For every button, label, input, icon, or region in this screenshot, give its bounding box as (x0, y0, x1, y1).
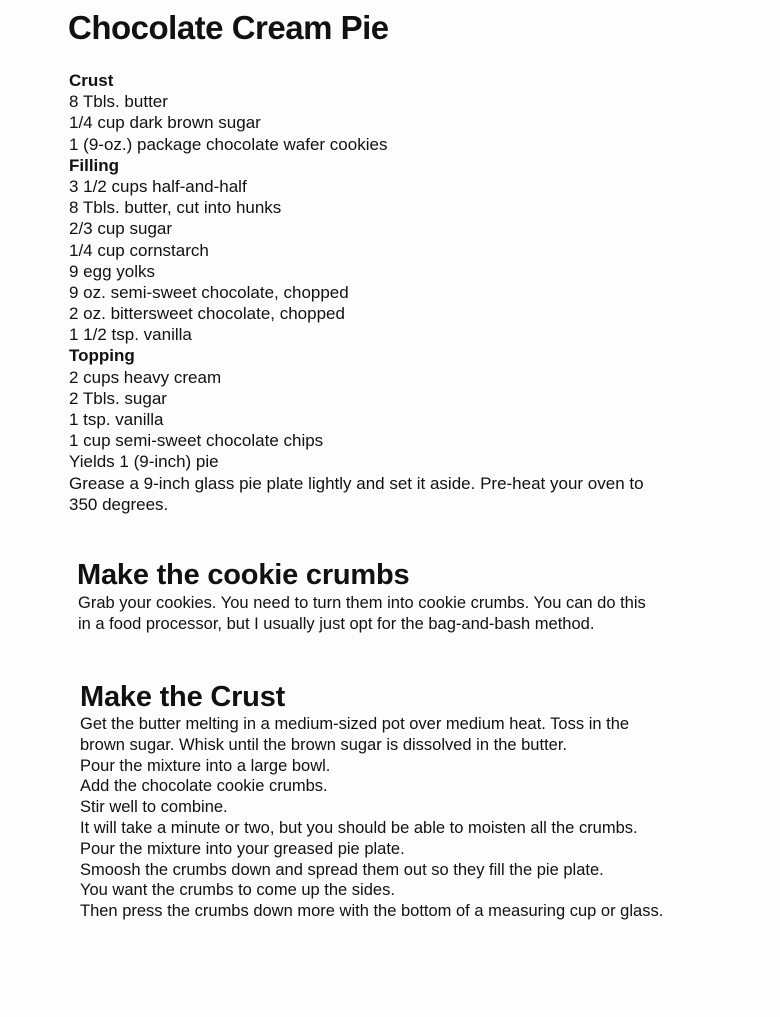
section-heading-cookie-crumbs: Make the cookie crumbs (77, 559, 410, 591)
crust-item: 1 (9-oz.) package chocolate wafer cookies (69, 134, 388, 154)
crust-heading: Crust (69, 71, 114, 90)
yield-text: Yields 1 (9-inch) pie (69, 452, 219, 472)
filling-item: 1 1/2 tsp. vanilla (69, 325, 192, 345)
filling-item: 2/3 cup sugar (69, 219, 173, 239)
filling-heading: Filling (69, 155, 120, 175)
instruction-line: Then press the crumbs down more with the bottom of a measuring cup or glass. (80, 902, 664, 921)
filling-item: 8 Tbls. butter, cut into hunks (69, 198, 282, 218)
instruction-line: Pour the mixture into a large bowl. (80, 756, 331, 775)
instruction-line: Grab your cookies. You need to turn them into cookie crumbs. You can do this (78, 594, 646, 612)
instruction-line: Stir well to combine. (80, 798, 228, 817)
topping-item: 1 tsp. vanilla (69, 410, 164, 429)
instruction-line: It will take a minute or two, but you should be able to moisten all the crumbs. (80, 818, 638, 837)
recipe-title: Chocolate Cream Pie (68, 9, 389, 46)
topping-item: 2 Tbls. sugar (69, 388, 167, 408)
instruction-line: Pour the mixture into your greased pie plate. (80, 839, 405, 858)
section-heading-crust: Make the Crust (80, 681, 286, 713)
instruction-line: You want the crumbs to come up the sides. (80, 881, 395, 900)
topping-item: 2 cups heavy cream (69, 367, 222, 387)
intro-line: 350 degrees. (69, 494, 169, 514)
section-body-crust (80, 714, 663, 922)
instruction-line: brown sugar. Whisk until the brown sugar is dissolved in the butter. (80, 735, 567, 754)
instruction-line: Smoosh the crumbs down and spread them out so they fill the pie plate. (80, 860, 604, 879)
instruction-line: in a food processor, but I usually just opt for the bag-and-bash method. (78, 614, 595, 633)
topping-heading: Topping (69, 346, 135, 366)
filling-item: 3 1/2 cups half-and-half (69, 176, 247, 196)
crust-item: 8 Tbls. butter (69, 92, 168, 112)
ingredients-block (69, 70, 644, 515)
crust-item: 1/4 cup dark brown sugar (69, 113, 261, 133)
filling-item: 2 oz. bittersweet chocolate, chopped (69, 304, 345, 324)
instruction-line: Add the chocolate cookie crumbs. (80, 777, 328, 796)
topping-item: 1 cup semi-sweet chocolate chips (69, 431, 324, 451)
filling-item: 1/4 cup cornstarch (69, 240, 209, 260)
section-body-cookie-crumbs (78, 593, 646, 635)
instruction-line: Get the butter melting in a medium-sized pot over medium heat. Toss in the (80, 715, 630, 733)
filling-item: 9 egg yolks (69, 261, 155, 281)
intro-line: Grease a 9-inch glass pie plate lightly and set it aside. Pre-heat your oven to (69, 473, 644, 493)
filling-item: 9 oz. semi-sweet chocolate, chopped (69, 282, 349, 302)
